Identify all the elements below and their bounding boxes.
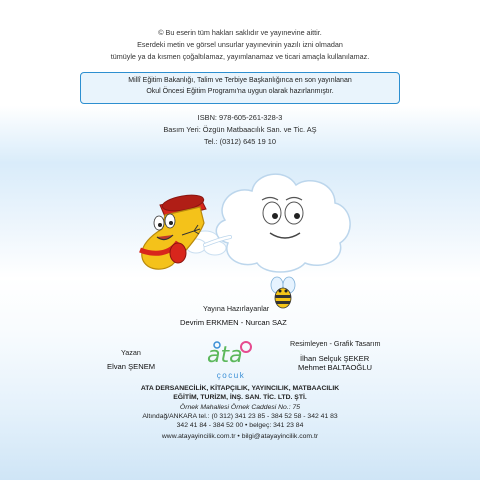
publisher-block	[0, 384, 480, 442]
preparers-names: Devrim ERKMEN - Nurcan SAZ	[180, 318, 287, 327]
publisher-web[interactable]: www.atayayincilik.com.tr • bilgi@atayayincilik.com.tr	[161, 433, 319, 441]
publisher-phone-line: Altındağ/ANKARA tel.: (0 312) 341 23 85 - 384 52 58 - 342 41 83	[142, 412, 338, 420]
isbn-text: ISBN: 978-605-261-328-3	[197, 113, 283, 122]
publisher-name-line-1: ATA DERSANECİLİK, KİTAPÇILIK, YAYINCILIK, MATBAACILIK	[140, 385, 340, 392]
logo-subtext: çocuk	[216, 371, 246, 380]
printing-place-text: Basım Yeri: Özgün Matbaacılık San. ve Tic. AŞ	[163, 125, 317, 134]
publisher-phone-line-2: 342 41 84 - 384 52 00 • belgeç: 341 23 84	[176, 422, 304, 430]
copyright-line-3: tümüyle ya da kısmen çoğaltılamaz, yayımlanamaz ve ticari amaçla kullanılamaz.	[110, 52, 370, 61]
illustration-label: Resimleyen - Grafik Tasarım	[290, 339, 381, 348]
author-label: Yazan	[121, 348, 141, 357]
copyright-line-2: Eserdeki metin ve görsel unsurlar yayınevinin yazılı izni olmadan	[137, 40, 343, 49]
ministry-line-1: Millî Eğitim Bakanlığı, Talim ve Terbiye Başkanlığınca en son yayınlanan	[128, 77, 352, 84]
copyright-line-1: © Bu eserin tüm hakları saklıdır ve yayınevine aittir.	[158, 28, 322, 37]
cup-and-cloud-illustration	[0, 145, 480, 305]
preparers-label: Yayına Hazırlayanlar	[203, 304, 270, 313]
printing-phone-text: Tel.: (0312) 645 19 10	[204, 137, 276, 146]
publisher-address: Örnek Mahallesi Örnek Caddesi No.: 75	[179, 403, 301, 411]
book-info-block	[0, 112, 480, 148]
illustrator-2: Mehmet BALTAOĞLU	[298, 363, 372, 372]
cloud-character	[205, 174, 350, 272]
author-name: Elvan ŞENEM	[107, 362, 156, 371]
ministry-line-2: Okul Öncesi Eğitim Programı'na uygun olarak hazırlanmıştır.	[146, 88, 334, 95]
logo-mark	[205, 338, 257, 370]
copyright-block	[0, 27, 480, 63]
bee-icon	[268, 276, 298, 310]
publisher-name-line-2: EĞİTİM, TURİZM, İNŞ. SAN. TİC. LTD. ŞTİ.	[173, 394, 307, 402]
cup-character	[140, 192, 206, 269]
logo-letters: ata	[207, 343, 243, 368]
ata-cocuk-logo	[205, 338, 257, 380]
illustrator-1: İlhan Selçuk ŞEKER	[300, 354, 370, 363]
ministry-approval-box	[80, 72, 400, 104]
